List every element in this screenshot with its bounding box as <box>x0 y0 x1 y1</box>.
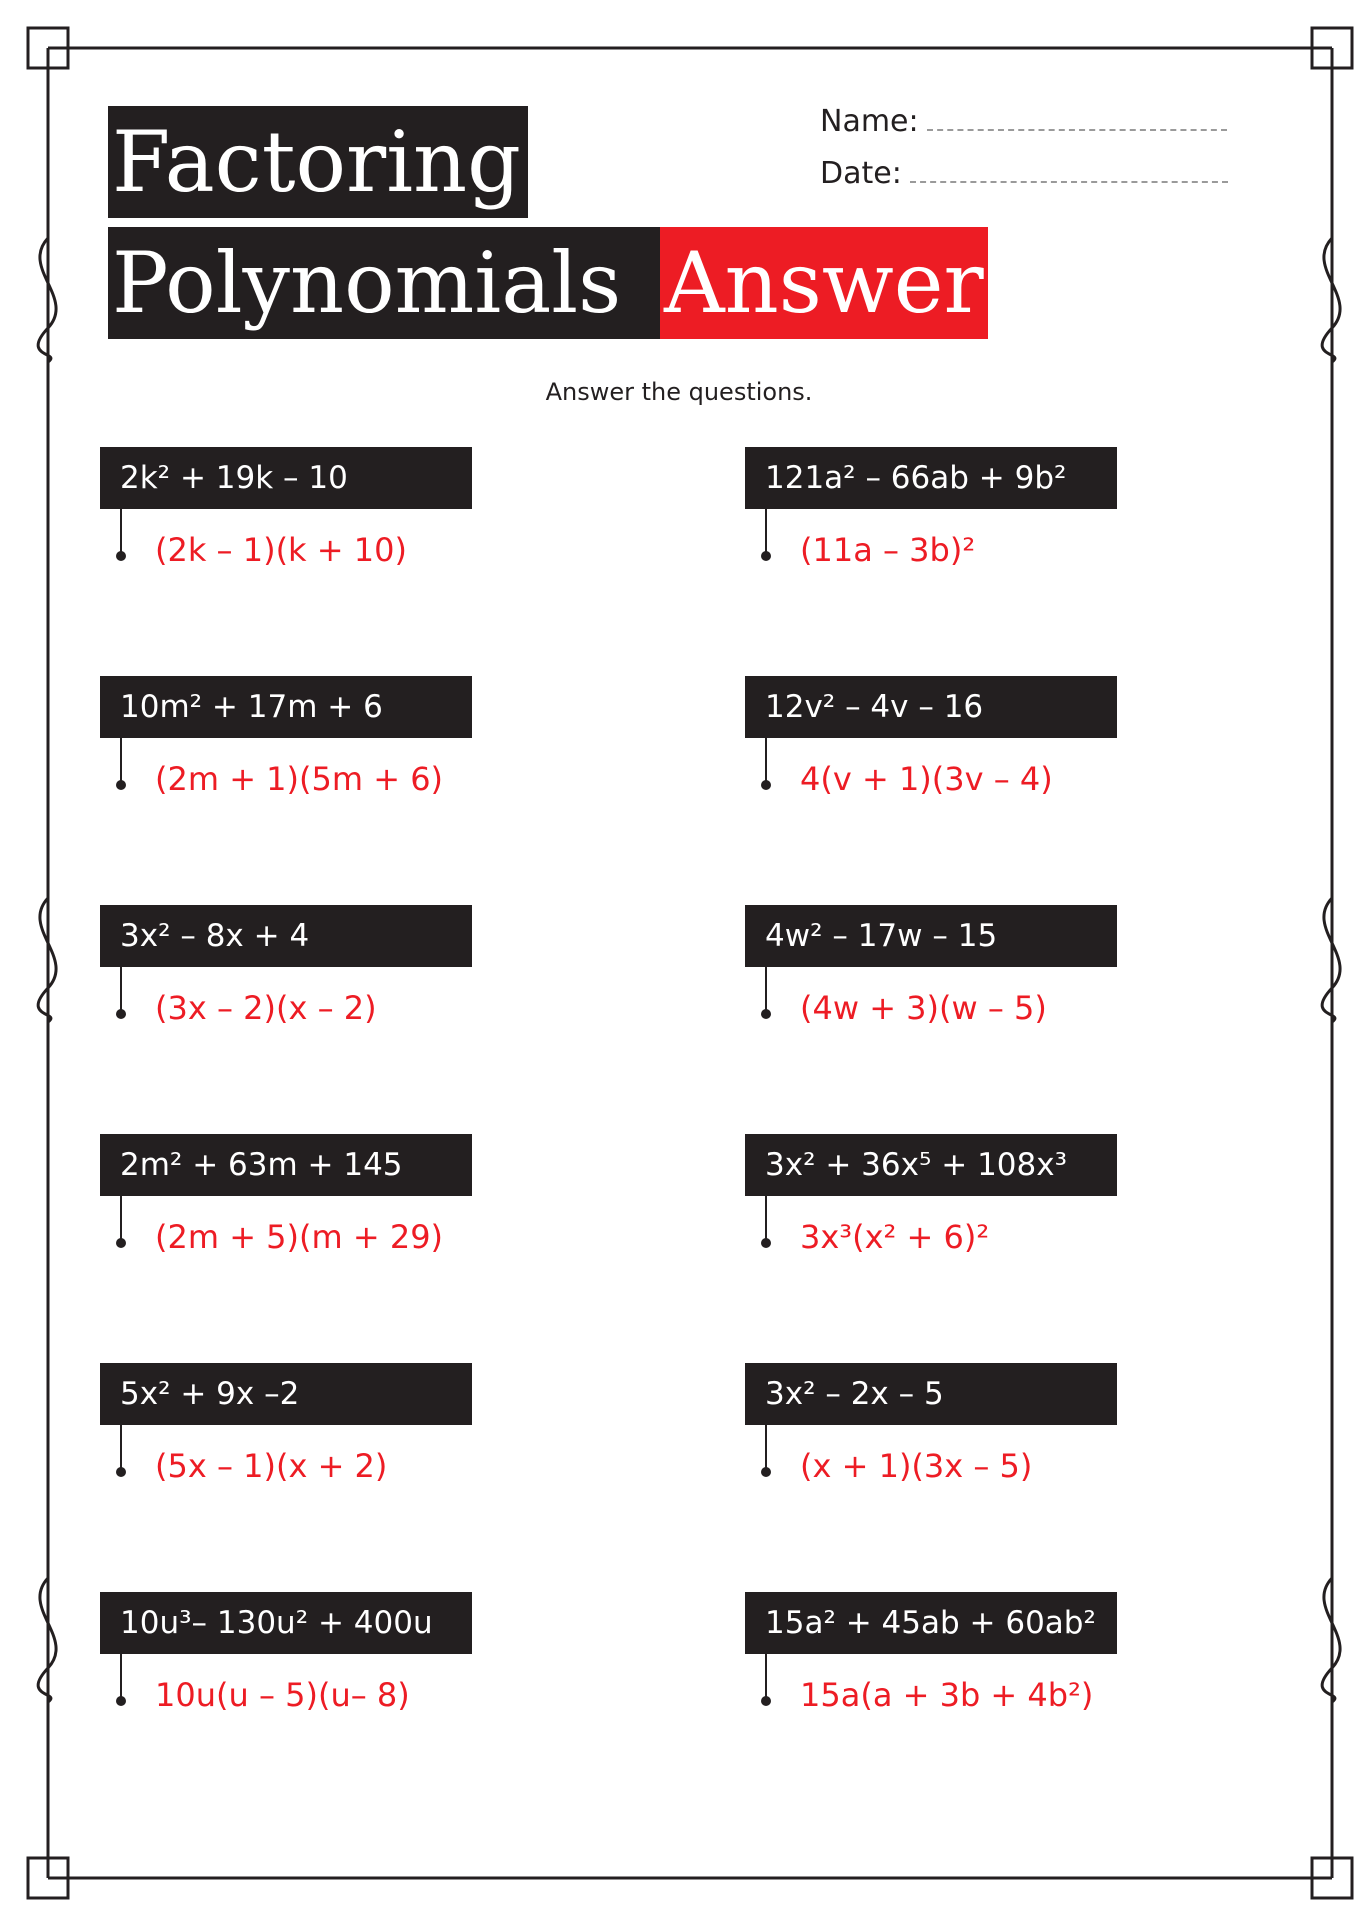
question-box: 3x² – 8x + 4 <box>100 905 472 967</box>
question-box: 2m² + 63m + 145 <box>100 1134 472 1196</box>
answer-text: (11a – 3b)² <box>800 531 976 569</box>
problem-item <box>745 905 1117 1027</box>
instructions: Answer the questions. <box>545 378 813 406</box>
problem-item <box>100 1134 472 1256</box>
problem-item <box>745 447 1117 569</box>
problem-item <box>745 1363 1117 1485</box>
answer-text: (2k – 1)(k + 10) <box>155 531 407 569</box>
problem-item <box>100 1363 472 1485</box>
connector-line <box>765 509 767 552</box>
problem-item <box>745 676 1117 798</box>
title-factoring: Factoring <box>108 106 528 218</box>
bullet-dot <box>761 780 771 790</box>
bullet-dot <box>116 1467 126 1477</box>
date-line[interactable] <box>910 181 1228 183</box>
name-line[interactable] <box>927 129 1227 131</box>
answer-text: (3x – 2)(x – 2) <box>155 989 377 1027</box>
answer-text: (4w + 3)(w – 5) <box>800 989 1047 1027</box>
answer-text: 10u(u – 5)(u– 8) <box>155 1676 410 1714</box>
question-box: 3x² + 36x⁵ + 108x³ <box>745 1134 1117 1196</box>
bullet-dot <box>761 551 771 561</box>
problem-item <box>745 1134 1117 1256</box>
title-polynomials: Polynomials <box>108 227 660 339</box>
answer-text: 4(v + 1)(3v – 4) <box>800 760 1053 798</box>
date-field[interactable] <box>820 156 1228 191</box>
question-box: 2k² + 19k – 10 <box>100 447 472 509</box>
bullet-dot <box>116 1238 126 1248</box>
bullet-dot <box>761 1696 771 1706</box>
connector-line <box>120 967 122 1010</box>
answer-text: (x + 1)(3x – 5) <box>800 1447 1033 1485</box>
answer-text: 3x³(x² + 6)² <box>800 1218 990 1256</box>
problem-item <box>100 676 472 798</box>
connector-line <box>120 738 122 781</box>
connector-line <box>120 1196 122 1239</box>
answer-text: (5x – 1)(x + 2) <box>155 1447 388 1485</box>
date-label: Date: <box>820 156 902 191</box>
question-box: 3x² – 2x – 5 <box>745 1363 1117 1425</box>
connector-line <box>120 1425 122 1468</box>
connector-line <box>765 967 767 1010</box>
answer-text: (2m + 1)(5m + 6) <box>155 760 444 798</box>
problem-item <box>100 1592 472 1714</box>
connector-line <box>765 1196 767 1239</box>
connector-line <box>765 1425 767 1468</box>
bullet-dot <box>761 1009 771 1019</box>
connector-line <box>765 1654 767 1697</box>
title-answer-tag: Answer <box>660 227 988 339</box>
problem-item <box>100 905 472 1027</box>
problem-item <box>745 1592 1117 1714</box>
question-box: 10m² + 17m + 6 <box>100 676 472 738</box>
name-label: Name: <box>820 104 919 139</box>
answer-text: (2m + 5)(m + 29) <box>155 1218 444 1256</box>
bullet-dot <box>116 780 126 790</box>
question-box: 121a² – 66ab + 9b² <box>745 447 1117 509</box>
answer-text: 15a(a + 3b + 4b²) <box>800 1676 1094 1714</box>
question-box: 4w² – 17w – 15 <box>745 905 1117 967</box>
connector-line <box>765 738 767 781</box>
question-box: 5x² + 9x –2 <box>100 1363 472 1425</box>
connector-line <box>120 1654 122 1697</box>
bullet-dot <box>761 1238 771 1248</box>
connector-line <box>120 509 122 552</box>
question-box: 12v² – 4v – 16 <box>745 676 1117 738</box>
bullet-dot <box>116 551 126 561</box>
bullet-dot <box>761 1467 771 1477</box>
question-box: 10u³– 130u² + 400u <box>100 1592 472 1654</box>
name-field[interactable] <box>820 104 1227 139</box>
question-box: 15a² + 45ab + 60ab² <box>745 1592 1117 1654</box>
bullet-dot <box>116 1696 126 1706</box>
bullet-dot <box>116 1009 126 1019</box>
problem-item <box>100 447 472 569</box>
